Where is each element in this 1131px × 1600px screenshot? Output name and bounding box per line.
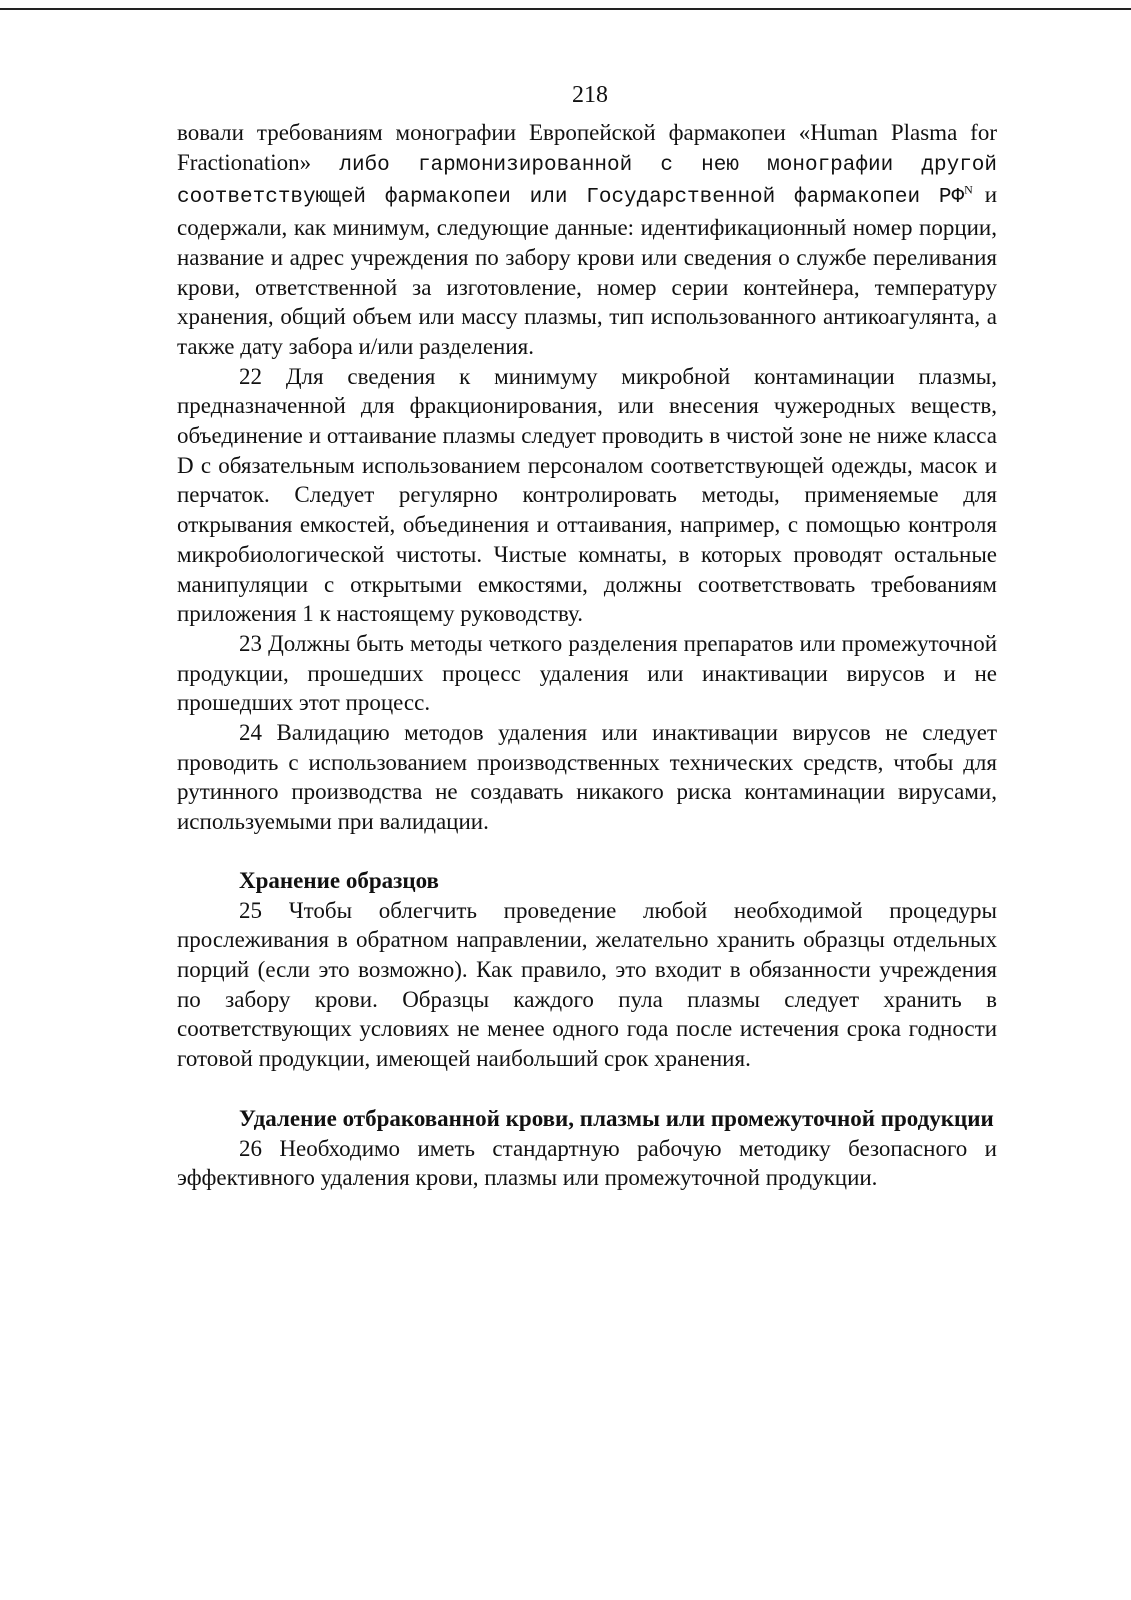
paragraph-25: 25 Чтобы облегчить проведение любой необходимой процедуры прослеживания в обратном направлении, желательно хранить образцы отдельных порций (если это возможно). Как правило, это входит в обязанности учреждения по забору крови. Образцы каждого пула плазмы следует хранить в соответствующих условиях не менее одного года после истечения срока годности готовой продукции, имеющей наибольший срок хранения. [177,897,997,1072]
section-heading-samples: Хранение образцов [239,867,439,893]
superscript-n: N [964,182,973,197]
paragraph-continuation [177,118,997,362]
page-number: 218 [572,82,608,108]
paragraph-continuation-part-c: и содержали, как минимум, следующие данные: идентификационный номер порции, название и адрес учреждения по забору крови или сведения о службе переливания крови, ответственной за изготовление, номер серии контейнера, температуру хранения, общий объем или массу плазмы, тип использованного антикоагулянта, а также дату забора и/или разделения. [177,182,997,359]
section-heading-disposal: Удаление отбракованной крови, плазмы или промежуточной продукции [239,1105,994,1131]
paragraph-continuation-part-a: вовали требованиям монографии Европейской фармакопеи «Human Plasma for Fractionation» [177,120,997,175]
paragraph-26: 26 Необходимо иметь стандартную рабочую методику безопасного и эффективного удаления крови, плазмы или промежуточной продукции. [177,1135,997,1191]
paragraph-22: 22 Для сведения к минимуму микробной контаминации плазмы, предназначенной для фракционирования, или внесения чужеродных веществ, объединение и оттаивание плазмы следует проводить в чистой зоне не ниже класса D с обязательным использованием персоналом соответствующей одежды, масок и перчаток. Следует регулярно контролировать методы, применяемые для открывания емкостей, объединения и оттаивания, например, с помощью контроля микробиологической чистоты. Чистые комнаты, в которых проводят остальные манипуляции с открытыми емкостями, должны соответствовать требованиям приложения 1 к настоящему руководству. [177,363,997,627]
document-body [177,118,997,1193]
paragraph-24: 24 Валидацию методов удаления или инактивации вирусов не следует проводить с использованием производственных технических средств, чтобы для рутинного производства не создавать никакого риска контаминации вирусами, используемыми при валидации. [177,720,997,835]
top-border-line [0,8,1131,10]
paragraph-23: 23 Должны быть методы четкого разделения препаратов или промежуточной продукции, прошедших процесс удаления или инактивации вирусов и не прошедших этот процесс. [177,630,997,716]
paragraph-continuation-part-b: либо гармонизированной с нею монографии другой соответствующей фармакопеи или Государственной фармакопеи РФ [177,153,997,210]
